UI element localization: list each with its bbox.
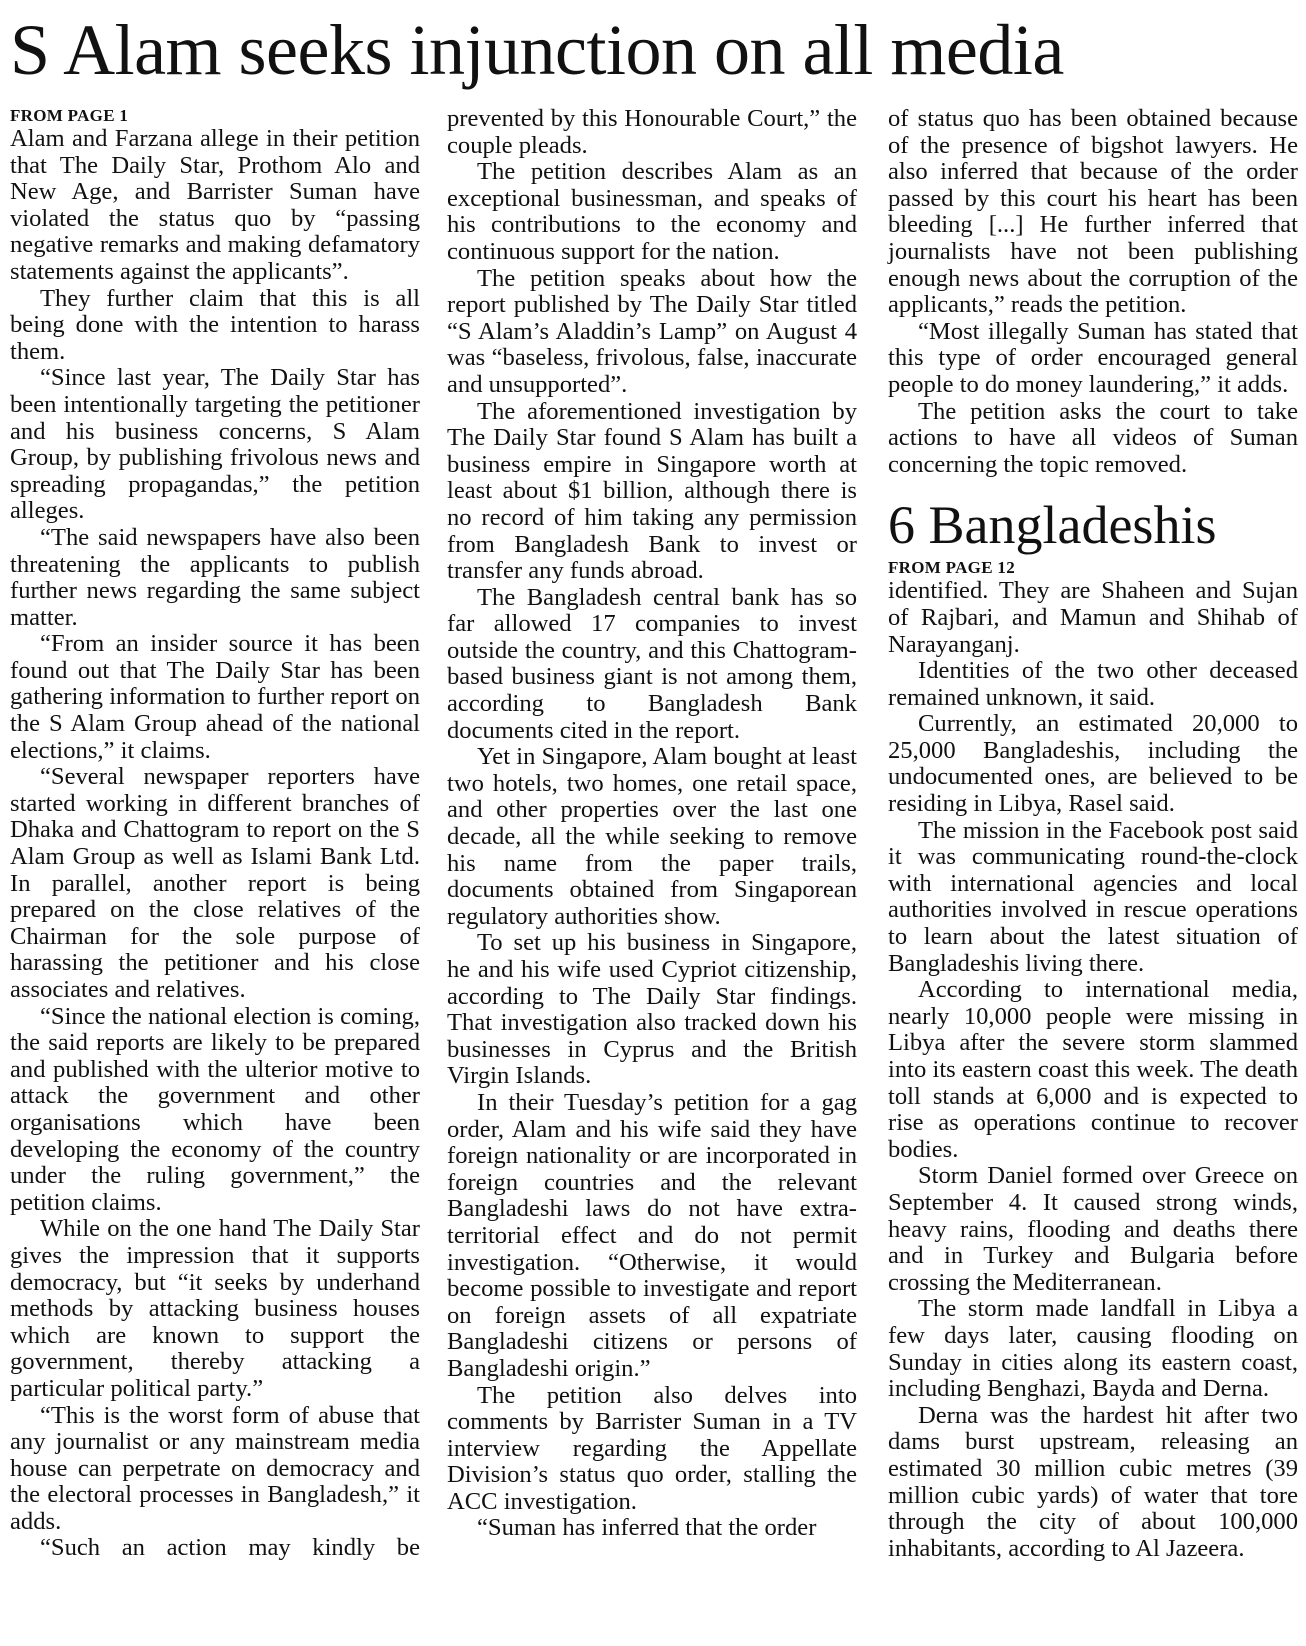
column-3 (888, 106, 1298, 1562)
paragraph: “Since last year, The Daily Star has been intentionally targeting the petitioner and his business concerns, S Alam Group, by publishing frivolous news and spreading propagandas,” the petition alleges. (10, 364, 420, 525)
column-2 (447, 106, 857, 1542)
paragraph: According to international media, nearly 10,000 people were missing in Libya after the severe storm slammed into its eastern coast this week. The death toll stands at 6,000 and is expected to rise as operations continue to recover bodies. (888, 976, 1298, 1163)
paragraph: The mission in the Facebook post said it was communicating round-the-clock with international agencies and local authorities involved in rescue operations to learn about the latest situation of Bangladeshis living there. (888, 816, 1298, 977)
paragraph: “Suman has inferred that the order (477, 1514, 817, 1542)
story2-headline: 6 Bangladeshis (888, 495, 1217, 556)
story1-col1-body (10, 126, 420, 1562)
paragraph: prevented by this Honourable Court,” the couple pleads. (447, 105, 857, 159)
paragraph: The Bangladesh central bank has so far allowed 17 companies to invest outside the country, and this Chattogram-based business giant is not among them, according to Bangladesh Bank documents cited in the report. (447, 583, 857, 744)
paragraph: The petition also delves into comments by Barrister Suman in a TV interview regarding the Appellate Division’s status quo order, stalling the ACC investigation. (447, 1381, 857, 1515)
paragraph: To set up his business in Singapore, he and his wife used Cypriot citizenship, according to The Daily Star findings. That investigation also tracked down his businesses in Cyprus and the British Virgin Islands. (447, 929, 857, 1090)
paragraph: “Several newspaper reporters have started working in different branches of Dhaka and Chattogram to report on the S Alam Group as well as Islami Bank Ltd. In parallel, another report is being prepared on the close relatives of the Chairman for the sole purpose of harassing the petitioner and his close associates and relatives. (10, 763, 420, 1003)
story1-col3-body (888, 106, 1298, 478)
paragraph: Identities of the two other deceased remained unknown, it said. (888, 657, 1298, 711)
paragraph: The petition describes Alam as an exceptional businessman, and speaks of his contributions to the economy and continuous support for the nation. (447, 158, 857, 265)
paragraph: Currently, an estimated 20,000 to 25,000 Bangladeshis, including the undocumented ones, are believed to be residing in Libya, Rasel said. (888, 710, 1298, 818)
headline: S Alam seeks injunction on all media (10, 10, 1064, 90)
paragraph: “From an insider source it has been found out that The Daily Star has been gathering information to further report on the S Alam Group ahead of the national elections,” it claims. (10, 630, 420, 764)
paragraph: “The said newspapers have also been threatening the applicants to publish further news regarding the same subject matter. (10, 523, 420, 631)
paragraph: “Such an action may kindly be (40, 1534, 420, 1562)
paragraph: They further claim that this is all being done with the intention to harass them. (10, 284, 420, 365)
paragraph: While on the one hand The Daily Star gives the impression that it supports democracy, but “it seeks by underhand methods by attacking business houses which are known to support the government, thereby attacking a particular political party.” (10, 1215, 420, 1402)
paragraph: “This is the worst form of abuse that any journalist or any mainstream media house can perpetrate on democracy and the electoral processes in Bangladesh,” it adds. (10, 1401, 420, 1535)
dateline: FROM PAGE 12 (888, 558, 1015, 578)
dateline: FROM PAGE 1 (10, 106, 129, 125)
paragraph: Storm Daniel formed over Greece on September 4. It caused strong winds, heavy rains, flooding and deaths there and in Turkey and Bulgaria before crossing the Mediterranean. (888, 1162, 1298, 1296)
paragraph: The aforementioned investigation by The Daily Star found S Alam has built a business empire in Singapore worth at least about $1 billion, although there is no record of him taking any permission from Bangladesh Bank to invest or transfer any funds abroad. (447, 397, 857, 585)
paragraph: The storm made landfall in Libya a few days later, causing flooding on Sunday in cities along its eastern coast, including Benghazi, Bayda and Derna. (888, 1295, 1298, 1403)
paragraph: “Most illegally Suman has stated that this type of order encouraged general people to do money laundering,” it adds. (888, 317, 1298, 398)
paragraph: identified. They are Shaheen and Sujan of Rajbari, and Mamun and Shihab of Narayanganj. (888, 577, 1298, 658)
column-1 (10, 106, 420, 1562)
story2-body (888, 578, 1298, 1562)
paragraph: Alam and Farzana allege in their petition that The Daily Star, Prothom Alo and New Age, and Barrister Suman have violated the status quo by “passing negative remarks and making defamatory statements against the applicants”. (10, 125, 420, 285)
paragraph: The petition asks the court to take actions to have all videos of Suman concerning the topic removed. (888, 397, 1298, 478)
paragraph: The petition speaks about how the report published by The Daily Star titled “S Alam’s Aladdin’s Lamp” on August 4 was “baseless, frivolous, false, inaccurate and unsupported”. (447, 264, 857, 398)
paragraph: of status quo has been obtained because of the presence of bigshot lawyers. He also inferred that because of the order passed by this court his heart has been bleeding [...] He further inferred that journalists have not been publishing enough news about the corruption of the applicants,” reads the petition. (888, 105, 1298, 319)
story1-col2-body (447, 106, 857, 1542)
paragraph: Derna was the hardest hit after two dams burst upstream, releasing an estimated 30 million cubic metres (39 million cubic yards) of water that tore through the city of about 100,000 inhabitants, according to Al Jazeera. (888, 1401, 1298, 1562)
paragraph: Yet in Singapore, Alam bought at least two hotels, two homes, one retail space, and other properties over the last one decade, all the while seeking to remove his name from the paper trails, documents obtained from Singaporean regulatory authorities show. (447, 743, 857, 930)
paragraph: “Since the national election is coming, the said reports are likely to be prepared and published with the ulterior motive to attack the government and other organisations which have been developing the economy of the country under the ruling government,” the petition claims. (10, 1002, 420, 1216)
paragraph: In their Tuesday’s petition for a gag order, Alam and his wife said they have foreign nationality or are incorporated in foreign countries and the relevant Bangladeshi laws do not have extra-territorial effect and do not permit investigation. “Otherwise, it would become possible to investigate and report on foreign assets of all expatriate Bangladeshi citizens or persons of Bangladeshi origin.” (447, 1088, 857, 1382)
